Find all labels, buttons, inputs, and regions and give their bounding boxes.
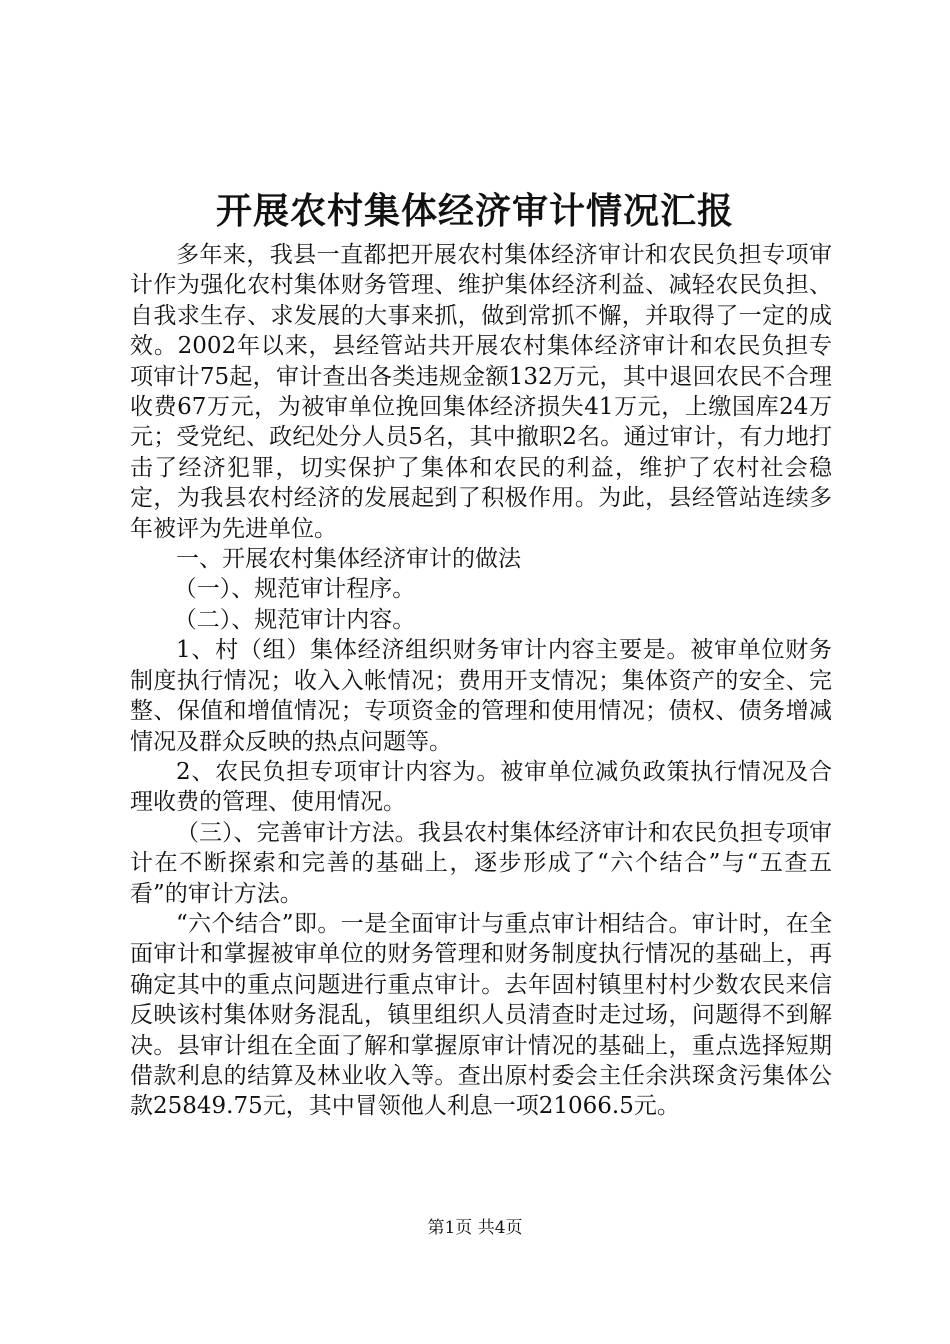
subsection-heading-1: （一）、规范审计程序。 [173,576,416,603]
document-body [130,240,832,1122]
subsection-heading-2: （二）、规范审计内容。 [173,606,416,633]
section-heading-1: 一、开展农村集体经济审计的做法 [176,546,521,573]
paragraph-subsection-3: （三）、完善审计方法。我县农村集体经济审计和农民负担专项审计在不断探索和完善的基础上，逐步形成了“六个结合”与“五查五看”的审计方法。 [130,819,832,907]
paragraph-intro: 多年来，我县一直都把开展农村集体经济审计和农民负担专项审计作为强化农村集体财务管理、维护集体经济利益、减轻农民负担、自我求生存、求发展的大事来抓，做到常抓不懈，并取得了一定的成效。2002年以来，县经管站共开展农村集体经济审计和农民负担专项审计75起，审计查出各类违规金额132万元，其中退回农民不合理收费67万元，为被审单位挽回集体经济损失41万元，上缴国库24万元；受党纪、政纪处分人员5名，其中撤职2名。通过审计，有力地打击了经济犯罪，切实保护了集体和农民的利益，维护了农村社会稳定，为我县农村经济的发展起到了积极作用。为此，县经管站连续多年被评为先进单位。 [130,242,832,542]
paragraph-item-1: 1、村（组）集体经济组织财务审计内容主要是。被审单位财务制度执行情况；收入入帐情况；费用开支情况；集体资产的安全、完整、保值和增值情况；专项资金的管理和使用情况；债权、债务增减情况及群众反映的热点问题等。 [130,637,832,755]
paragraph-six-combinations: “六个结合”即。一是全面审计与重点审计相结合。审计时，在全面审计和掌握被审单位的财务管理和财务制度执行情况的基础上，再确定其中的重点问题进行重点审计。去年固村镇里村村少数农民来信反映该村集体财务混乱，镇里组织人员清查时走过场，问题得不到解决。县审计组在全面了解和掌握原审计情况的基础上，重点选择短期借款利息的结算及林业收入等。查出原村委会主任余洪琛贪污集体公款25849.75元，其中冒领他人利息一项21066.5元。 [130,910,832,1120]
page-number-footer: 第1页 共4页 [427,1218,523,1238]
document-title: 开展农村集体经济审计情况汇报 [215,190,734,232]
paragraph-item-2: 2、农民负担专项审计内容为。被审单位减负政策执行情况及合理收费的管理、使用情况。 [130,758,832,816]
